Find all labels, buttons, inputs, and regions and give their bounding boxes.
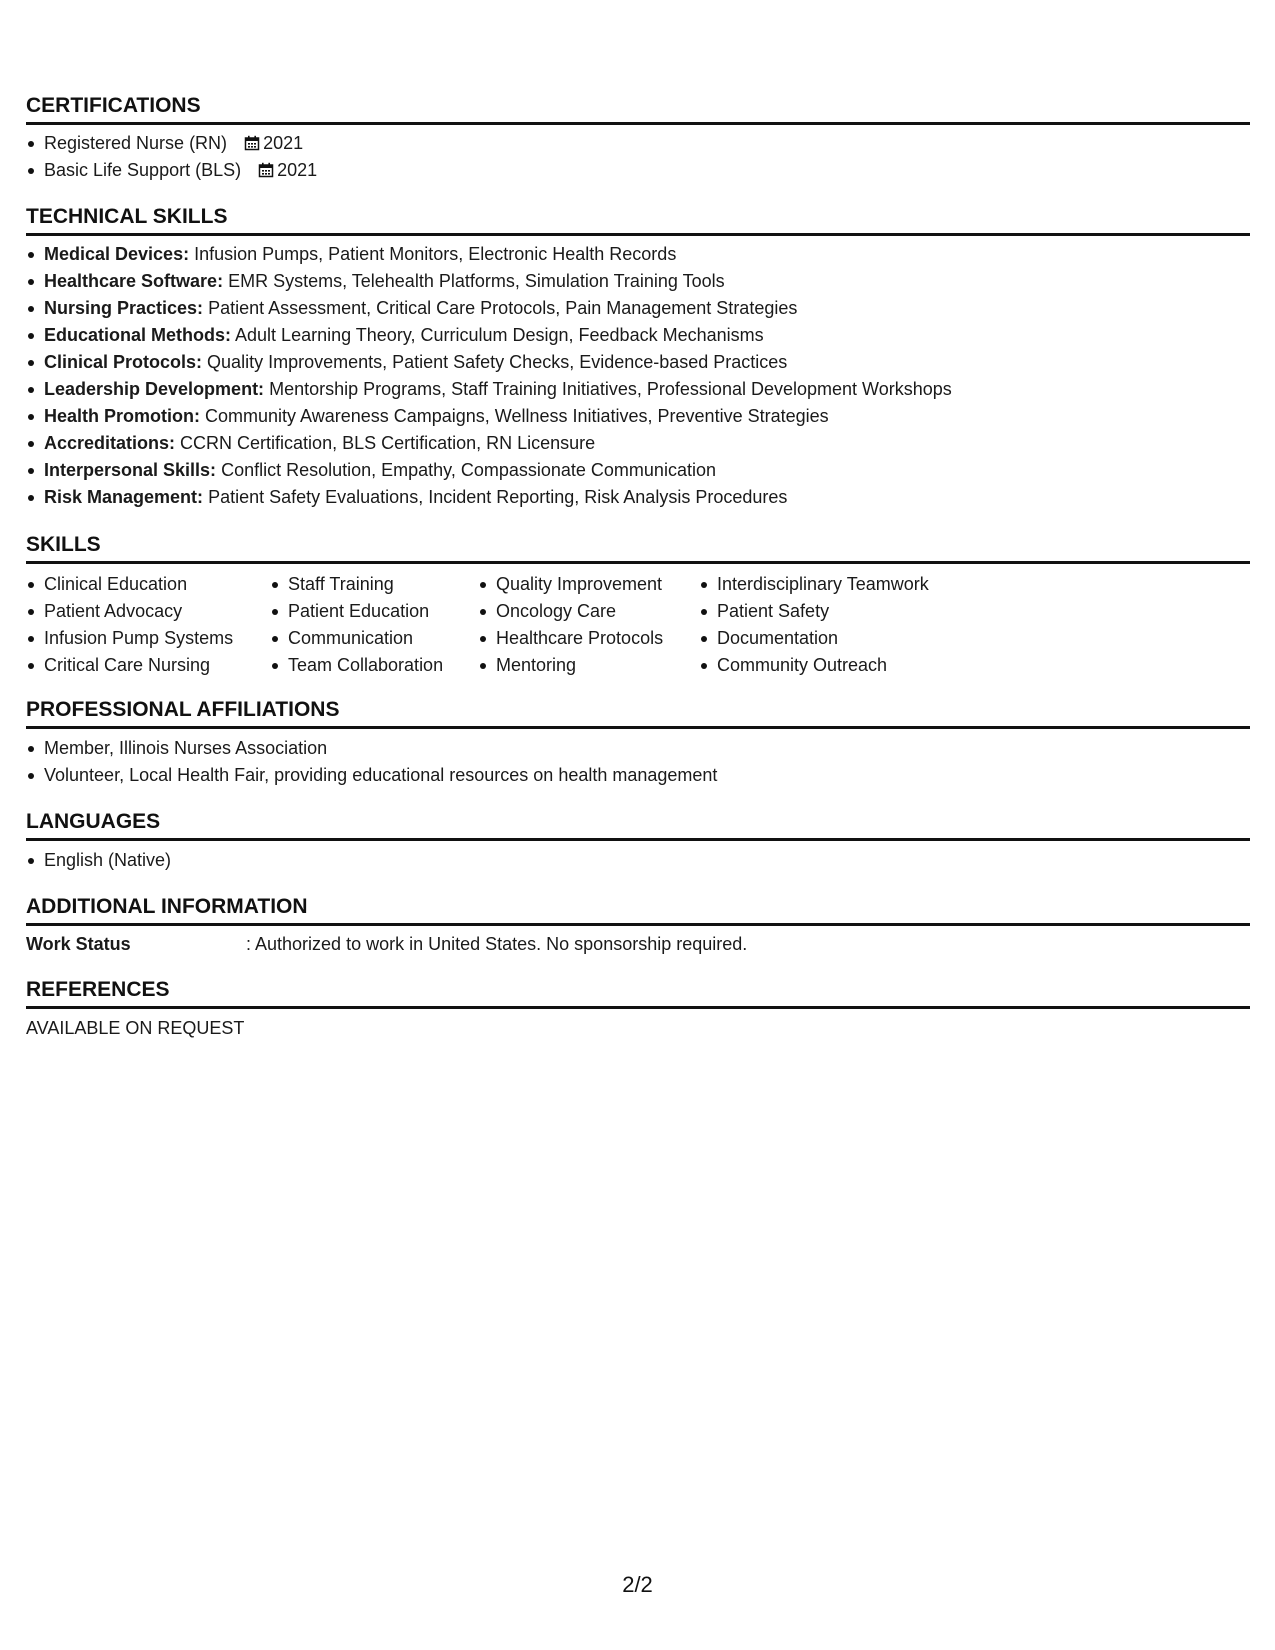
certification-name: Basic Life Support (BLS) xyxy=(44,160,242,180)
list-item: Staff Training xyxy=(270,571,478,598)
work-status-value: : Authorized to work in United States. No sponsorship required. xyxy=(246,934,748,954)
list-item: Interdisciplinary Teamwork xyxy=(699,571,999,598)
skill-values: Infusion Pumps, Patient Monitors, Electronic Health Records xyxy=(194,244,677,264)
skills-column xyxy=(26,571,270,679)
list-item: Member, Illinois Nurses Association xyxy=(26,735,1250,762)
section-heading-certifications: CERTIFICATIONS xyxy=(26,94,1250,125)
list-item xyxy=(26,349,1250,376)
skills-grid xyxy=(26,571,1250,679)
list-item: Patient Advocacy xyxy=(26,598,270,625)
work-status-label: Work Status xyxy=(26,934,131,954)
certifications-list xyxy=(26,130,1250,184)
skill-values: EMR Systems, Telehealth Platforms, Simulation Training Tools xyxy=(228,271,725,291)
skill-values: Mentorship Programs, Staff Training Initiatives, Professional Development Workshops xyxy=(269,379,952,399)
calendar-icon xyxy=(258,162,274,178)
list-item xyxy=(26,241,1250,268)
skill-category: Interpersonal Skills: xyxy=(44,460,217,480)
list-item xyxy=(26,403,1250,430)
skill-category: Accreditations: xyxy=(44,433,176,453)
skill-category: Nursing Practices: xyxy=(44,298,204,318)
skill-category: Health Promotion: xyxy=(44,406,200,426)
list-item: Volunteer, Local Health Fair, providing educational resources on health management xyxy=(26,762,1250,789)
skill-values: Patient Assessment, Critical Care Protocols, Pain Management Strategies xyxy=(208,298,798,318)
section-heading-languages: LANGUAGES xyxy=(26,810,1250,841)
skill-category: Clinical Protocols: xyxy=(44,352,203,372)
list-item: English (Native) xyxy=(26,847,1250,874)
list-item: Community Outreach xyxy=(699,652,999,679)
list-item xyxy=(26,484,1250,511)
list-item xyxy=(26,457,1250,484)
skill-values: Patient Safety Evaluations, Incident Reporting, Risk Analysis Procedures xyxy=(208,487,788,507)
affiliations-list xyxy=(26,735,1250,789)
skill-values: Quality Improvements, Patient Safety Checks, Evidence-based Practices xyxy=(207,352,788,372)
list-item: Team Collaboration xyxy=(270,652,478,679)
list-item xyxy=(26,376,1250,403)
technical-skills-list xyxy=(26,241,1250,511)
list-item: Critical Care Nursing xyxy=(26,652,270,679)
calendar-icon xyxy=(244,135,260,151)
work-status-row xyxy=(26,931,1250,958)
list-item xyxy=(26,322,1250,349)
list-item: Communication xyxy=(270,625,478,652)
skill-values: CCRN Certification, BLS Certification, RN Licensure xyxy=(180,433,596,453)
certification-name: Registered Nurse (RN) xyxy=(44,133,228,153)
list-item: Patient Education xyxy=(270,598,478,625)
list-item: Infusion Pump Systems xyxy=(26,625,270,652)
skills-column xyxy=(478,571,699,679)
skill-values: Adult Learning Theory, Curriculum Design, Feedback Mechanisms xyxy=(235,325,764,345)
list-item xyxy=(26,268,1250,295)
list-item xyxy=(26,157,1250,184)
section-heading-additional-info: ADDITIONAL INFORMATION xyxy=(26,895,1250,926)
skill-category: Educational Methods: xyxy=(44,325,232,345)
skill-values: Conflict Resolution, Empathy, Compassionate Communication xyxy=(221,460,716,480)
list-item: Clinical Education xyxy=(26,571,270,598)
section-heading-skills: SKILLS xyxy=(26,533,1250,564)
page-number: 2/2 xyxy=(622,1572,653,1597)
list-item xyxy=(26,430,1250,457)
additional-info-section xyxy=(26,895,1250,958)
list-item: Documentation xyxy=(699,625,999,652)
skills-section xyxy=(26,533,1250,679)
affiliations-section xyxy=(26,698,1250,789)
skills-column xyxy=(270,571,478,679)
skill-values: Community Awareness Campaigns, Wellness Initiatives, Preventive Strategies xyxy=(205,406,829,426)
skill-category: Risk Management: xyxy=(44,487,204,507)
certification-year: 2021 xyxy=(277,160,318,180)
references-section xyxy=(26,978,1250,1042)
list-item: Oncology Care xyxy=(478,598,699,625)
skills-column xyxy=(699,571,999,679)
list-item: Quality Improvement xyxy=(478,571,699,598)
languages-section xyxy=(26,810,1250,874)
technical-skills-section xyxy=(26,205,1250,511)
skill-category: Medical Devices: xyxy=(44,244,190,264)
certification-year: 2021 xyxy=(263,133,304,153)
section-heading-affiliations: PROFESSIONAL AFFILIATIONS xyxy=(26,698,1250,729)
references-text: AVAILABLE ON REQUEST xyxy=(26,1018,245,1038)
list-item xyxy=(26,130,1250,157)
list-item: Patient Safety xyxy=(699,598,999,625)
section-heading-technical-skills: TECHNICAL SKILLS xyxy=(26,205,1250,236)
certifications-section xyxy=(26,94,1250,184)
languages-list xyxy=(26,847,1250,874)
skill-category: Healthcare Software: xyxy=(44,271,224,291)
section-heading-references: REFERENCES xyxy=(26,978,1250,1009)
list-item: Mentoring xyxy=(478,652,699,679)
list-item xyxy=(26,295,1250,322)
list-item: Healthcare Protocols xyxy=(478,625,699,652)
skill-category: Leadership Development: xyxy=(44,379,265,399)
